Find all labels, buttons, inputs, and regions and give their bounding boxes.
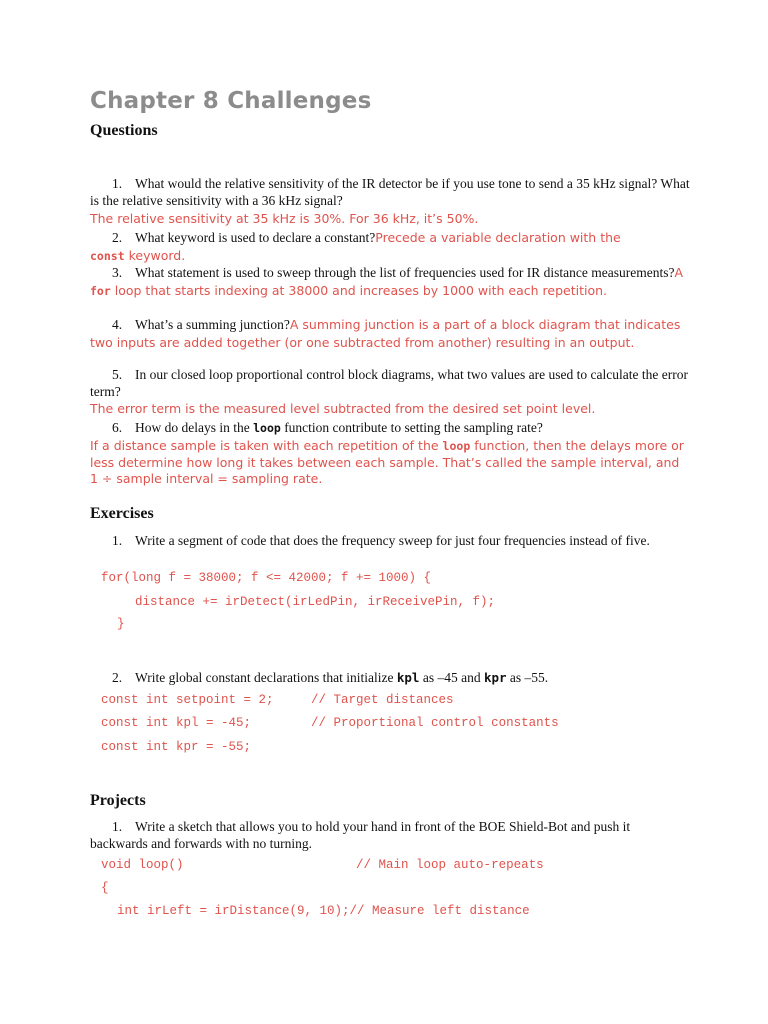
- exercises-heading: Exercises: [90, 505, 154, 522]
- code-for: for: [90, 283, 111, 298]
- question-2: 2. What keyword is used to declare a constant?Precede a variable declaration with the const keyword.: [90, 230, 621, 263]
- question-1: 1. What would the relative sensitivity of the IR detector be if you use tone to send a 35 kHz signal? What is the relative sensitivity with a 36 kHz signal?: [90, 176, 690, 208]
- exercise-2: 2. Write global constant declarations that initialize kpl as –45 and kpr as –55.: [112, 670, 549, 685]
- code-line: {: [101, 881, 109, 895]
- code-line: int irLeft = irDistance(9, 10);// Measure left distance: [117, 904, 530, 918]
- code-loop: loop: [253, 421, 281, 435]
- question-4: 4. What’s a summing junction?A summing junction is a part of a block diagram that indicates two inputs are added together (or one subtracted from another) resulting in an output.: [90, 317, 681, 350]
- code-line: const int kpr = -55;: [101, 740, 252, 754]
- code-line: }: [117, 617, 125, 631]
- question-6: 6. How do delays in the loop function contribute to setting the sampling rate?: [112, 420, 543, 435]
- exercise-1: 1. Write a segment of code that does the frequency sweep for just four frequencies instead of five.: [112, 533, 650, 548]
- answer-5: The error term is the measured level subtracted from the desired set point level.: [90, 401, 596, 416]
- project-1: 1. Write a sketch that allows you to hold your hand in front of the BOE Shield-Bot and push it backwards and forwards with no turning.: [90, 819, 631, 851]
- code-kpr: kpr: [483, 670, 507, 685]
- code-loop-answer: loop: [442, 439, 471, 453]
- code-line: const int kpl = -45; // Proportional control constants: [101, 716, 559, 730]
- answer-6: If a distance sample is taken with each repetition of the loop function, then the delays more or less determine how long it takes between each sample. That’s called the sample interval, and 1 ÷ sample interval = sampling rate.: [90, 438, 684, 486]
- code-kpl: kpl: [396, 670, 420, 685]
- answer-1: The relative sensitivity at 35 kHz is 30%. For 36 kHz, it’s 50%.: [90, 211, 479, 226]
- code-line: for(long f = 38000; f <= 42000; f += 1000) {: [101, 571, 432, 585]
- page-title: Chapter 8 Challenges: [90, 88, 372, 114]
- code-line: const int setpoint = 2; // Target distances: [101, 693, 454, 707]
- code-const: const: [90, 248, 125, 263]
- question-3: 3. What statement is used to sweep through the list of frequencies used for IR distance measurements?A for loop that starts indexing at 38000 and increases by 1000 with each repetition.: [90, 265, 684, 298]
- question-5: 5. In our closed loop proportional control block diagrams, what two values are used to calculate the error term?: [90, 367, 688, 399]
- code-line: distance += irDetect(irLedPin, irReceivePin, f);: [135, 595, 496, 609]
- questions-heading: Questions: [90, 122, 158, 139]
- code-line: void loop() // Main loop auto-repeats: [101, 858, 544, 872]
- projects-heading: Projects: [90, 792, 146, 809]
